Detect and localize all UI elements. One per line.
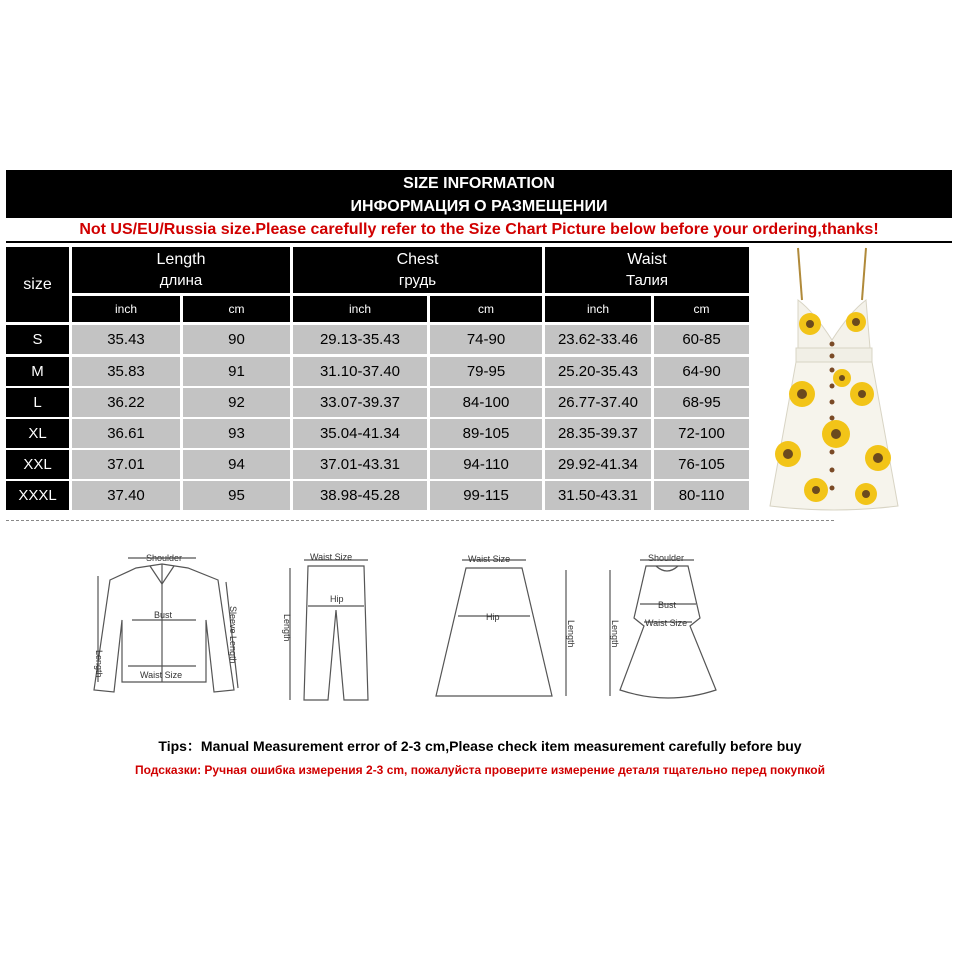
length-label-ru: длина	[159, 272, 203, 289]
chest-header	[293, 247, 542, 293]
table-cell: 28.35-39.37	[545, 419, 651, 448]
table-cell: 68-95	[654, 388, 749, 417]
size-cell: XXXL	[6, 481, 69, 510]
chest-label-ru: грудь	[398, 272, 437, 289]
table-cell: 35.83	[72, 357, 180, 386]
size-info-banner	[6, 170, 952, 218]
table-cell: 25.20-35.43	[545, 357, 651, 386]
table-cell: 31.10-37.40	[293, 357, 427, 386]
title-english: SIZE INFORMATION	[403, 175, 555, 192]
diagram-label: Length	[566, 620, 576, 648]
waist-label-en: Waist	[627, 251, 667, 268]
table-cell: 64-90	[654, 357, 749, 386]
skirt-diagram	[436, 560, 566, 696]
waist-label-ru: Талия	[625, 272, 669, 289]
diagram-label: Bust	[154, 610, 173, 620]
divider-line	[6, 241, 952, 243]
table-cell: 29.13-35.43	[293, 325, 427, 354]
table-cell: 72-100	[654, 419, 749, 448]
size-cell: M	[6, 357, 69, 386]
diagram-label: Bust	[658, 600, 677, 610]
size-warning: Not US/EU/Russia size.Please carefully refer to the Size Chart Picture below before your ordering,thanks!	[79, 221, 879, 238]
diagram-label: Shoulder	[146, 553, 183, 563]
diagram-label: Waist Size	[140, 670, 183, 680]
table-cell: 90	[183, 325, 290, 354]
table-cell: 95	[183, 481, 290, 510]
size-cell: L	[6, 388, 69, 417]
unit-header: cm	[430, 296, 542, 322]
table-cell: 94	[183, 450, 290, 479]
pants-diagram	[290, 560, 368, 700]
table-cell: 36.61	[72, 419, 180, 448]
length-label-en: Length	[156, 251, 206, 268]
size-cell: S	[6, 325, 69, 354]
table-cell: 60-85	[654, 325, 749, 354]
table-cell: 84-100	[430, 388, 542, 417]
dashed-separator	[6, 520, 834, 521]
table-cell: 91	[183, 357, 290, 386]
diagram-label: Hip	[486, 612, 500, 622]
tips-english: Tips：Manual Measurement error of 2-3 cm,Please check item measurement carefully before buy	[158, 738, 802, 754]
table-cell: 79-95	[430, 357, 542, 386]
unit-header: inch	[293, 296, 427, 322]
dress-diagram	[610, 560, 716, 698]
diagram-label: Waist Size	[468, 554, 511, 564]
diagram-label: Hip	[330, 594, 344, 604]
table-cell: 37.01-43.31	[293, 450, 427, 479]
table-cell: 38.98-45.28	[293, 481, 427, 510]
diagram-label: Length	[282, 614, 292, 642]
table-cell: 37.40	[72, 481, 180, 510]
table-cell: 31.50-43.31	[545, 481, 651, 510]
table-cell: 33.07-39.37	[293, 388, 427, 417]
unit-header: inch	[545, 296, 651, 322]
table-cell: 94-110	[430, 450, 542, 479]
table-cell: 93	[183, 419, 290, 448]
diagram-label: Length	[94, 650, 104, 678]
tips-russian: Подсказки: Ручная ошибка измерения 2-3 cm, пожалуйста проверите измерение деталя тщательно перед покупкой	[134, 763, 826, 777]
diagram-label: Shoulder	[648, 553, 685, 563]
table-cell: 29.92-41.34	[545, 450, 651, 479]
table-cell: 23.62-33.46	[545, 325, 651, 354]
table-cell: 80-110	[654, 481, 749, 510]
table-cell: 74-90	[430, 325, 542, 354]
waist-header	[545, 247, 749, 293]
diagram-label: Sleeve Length	[228, 606, 238, 664]
table-cell: 99-115	[430, 481, 542, 510]
chest-label-en: Chest	[396, 251, 439, 268]
size-header: size	[6, 247, 69, 322]
table-cell: 37.01	[72, 450, 180, 479]
table-cell: 89-105	[430, 419, 542, 448]
unit-header: inch	[72, 296, 180, 322]
table-cell: 35.43	[72, 325, 180, 354]
length-header	[72, 247, 290, 293]
table-cell: 26.77-37.40	[545, 388, 651, 417]
table-cell: 76-105	[654, 450, 749, 479]
size-cell: XXL	[6, 450, 69, 479]
unit-header: cm	[183, 296, 290, 322]
size-cell: XL	[6, 419, 69, 448]
sunflower-dress-photo	[758, 244, 914, 516]
title-russian: ИНФОРМАЦИЯ О РАЗМЕЩЕНИИ	[350, 198, 608, 215]
measurement-diagrams	[0, 540, 960, 720]
diagram-label: Waist Size	[310, 552, 353, 562]
diagram-label: Waist Size	[645, 618, 688, 628]
table-cell: 92	[183, 388, 290, 417]
table-cell: 36.22	[72, 388, 180, 417]
diagram-label: Length	[610, 620, 620, 648]
unit-header: cm	[654, 296, 749, 322]
table-cell: 35.04-41.34	[293, 419, 427, 448]
